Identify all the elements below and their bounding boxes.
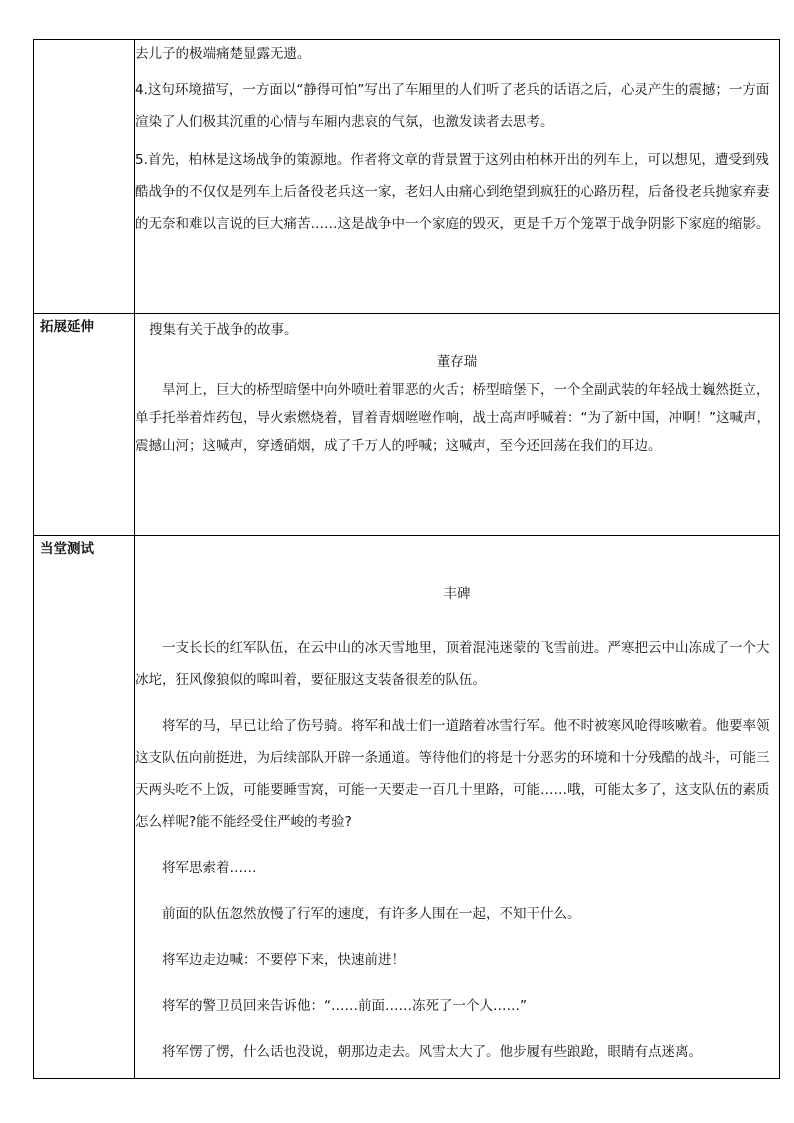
test-paragraph: 将军的警卫员回来告诉他：“……前面……冻死了一个人……”	[162, 998, 527, 1014]
test-paragraph: 将军的马，早已让给了伤号骑。将军和战士们一道踏着冰雪行军。他不时被寒风呛得咳嗽着。他要率领这支队伍向前挺进，为后续部队开辟一条通道。等待他们的将是十分恶劣的环境和十分残酷的战斗，可能三天两头吃不上饭，可能要睡雪窝，可能一天要走一百几十里路，可能……哦，可能太多了，这支队伍的素质怎么样呢?能不能经受住严峻的考验?	[135, 718, 770, 830]
test-story-title: 丰碑	[443, 586, 471, 602]
test-row	[34, 536, 780, 1079]
extend-label-cell	[34, 314, 135, 536]
lesson-table	[33, 39, 780, 1079]
analysis-label-cell	[34, 40, 135, 314]
test-paragraph: 一支长长的红军队伍，在云中山的冰天雪地里，顶着混沌迷蒙的飞雪前进。严寒把云中山冻成了一个大冰坨，狂风像狼似的嗥叫着，要征服这支装备很差的队伍。	[135, 640, 770, 688]
extend-story-text: 旱河上，巨大的桥型暗堡中向外喷吐着罪恶的火舌；桥型暗堡下，一个全副武装的年轻战士巍然挺立，单手托举着炸药包，导火索燃烧着，冒着青烟咝咝作响，战士高声呼喊着：“为了新中国，冲啊！”这喊声，震撼山河；这喊声，穿透硝烟，成了千万人的呼喊；这喊声，至今还回荡在我们的耳边。	[135, 382, 770, 454]
test-paragraph: 前面的队伍忽然放慢了行军的速度，有许多人围在一起，不知干什么。	[162, 906, 581, 922]
test-paragraph: 将军思索着……	[162, 860, 257, 876]
analysis-content-cell	[135, 40, 780, 314]
test-content-cell	[135, 536, 780, 1079]
test-paragraph: 将军边走边喊：不要停下来，快速前进！	[162, 952, 405, 968]
analysis-row	[34, 40, 780, 314]
extend-content-cell	[135, 314, 780, 536]
extend-row	[34, 314, 780, 536]
test-label-cell	[34, 536, 135, 1079]
test-label: 当堂测试	[40, 541, 94, 557]
extend-task: 搜集有关于战争的故事。	[149, 322, 298, 338]
test-paragraph: 将军愣了愣，什么话也没说，朝那边走去。风雪太大了。他步履有些踉跄，眼睛有点迷离。	[162, 1044, 702, 1060]
analysis-answer-4: 4.这句环境描写，一方面以“静得可怕”写出了车厢里的人们听了老兵的话语之后，心灵产生的震撼；一方面渲染了人们极其沉重的心情与车厢内悲哀的气氛，也激发读者去思考。	[135, 82, 770, 130]
extend-story-title: 董存瑞	[436, 354, 478, 370]
extend-label: 拓展延伸	[40, 319, 94, 335]
analysis-paragraph-3-end: 去儿子的极端痛楚显露无遗。	[135, 46, 311, 62]
analysis-answer-5: 5.首先，柏林是这场战争的策源地。作者将文章的背景置于这列由柏林开出的列车上，可以想见，遭受到残酷战争的不仅仅是列车上后备役老兵这一家，老妇人由痛心到绝望到疯狂的心路历程，后备役老兵抛家弃妻的无奈和难以言说的巨大痛苦……这是战争中一个家庭的毁灭，更是千万个笼罩于战争阴影下家庭的缩影。	[135, 152, 770, 232]
